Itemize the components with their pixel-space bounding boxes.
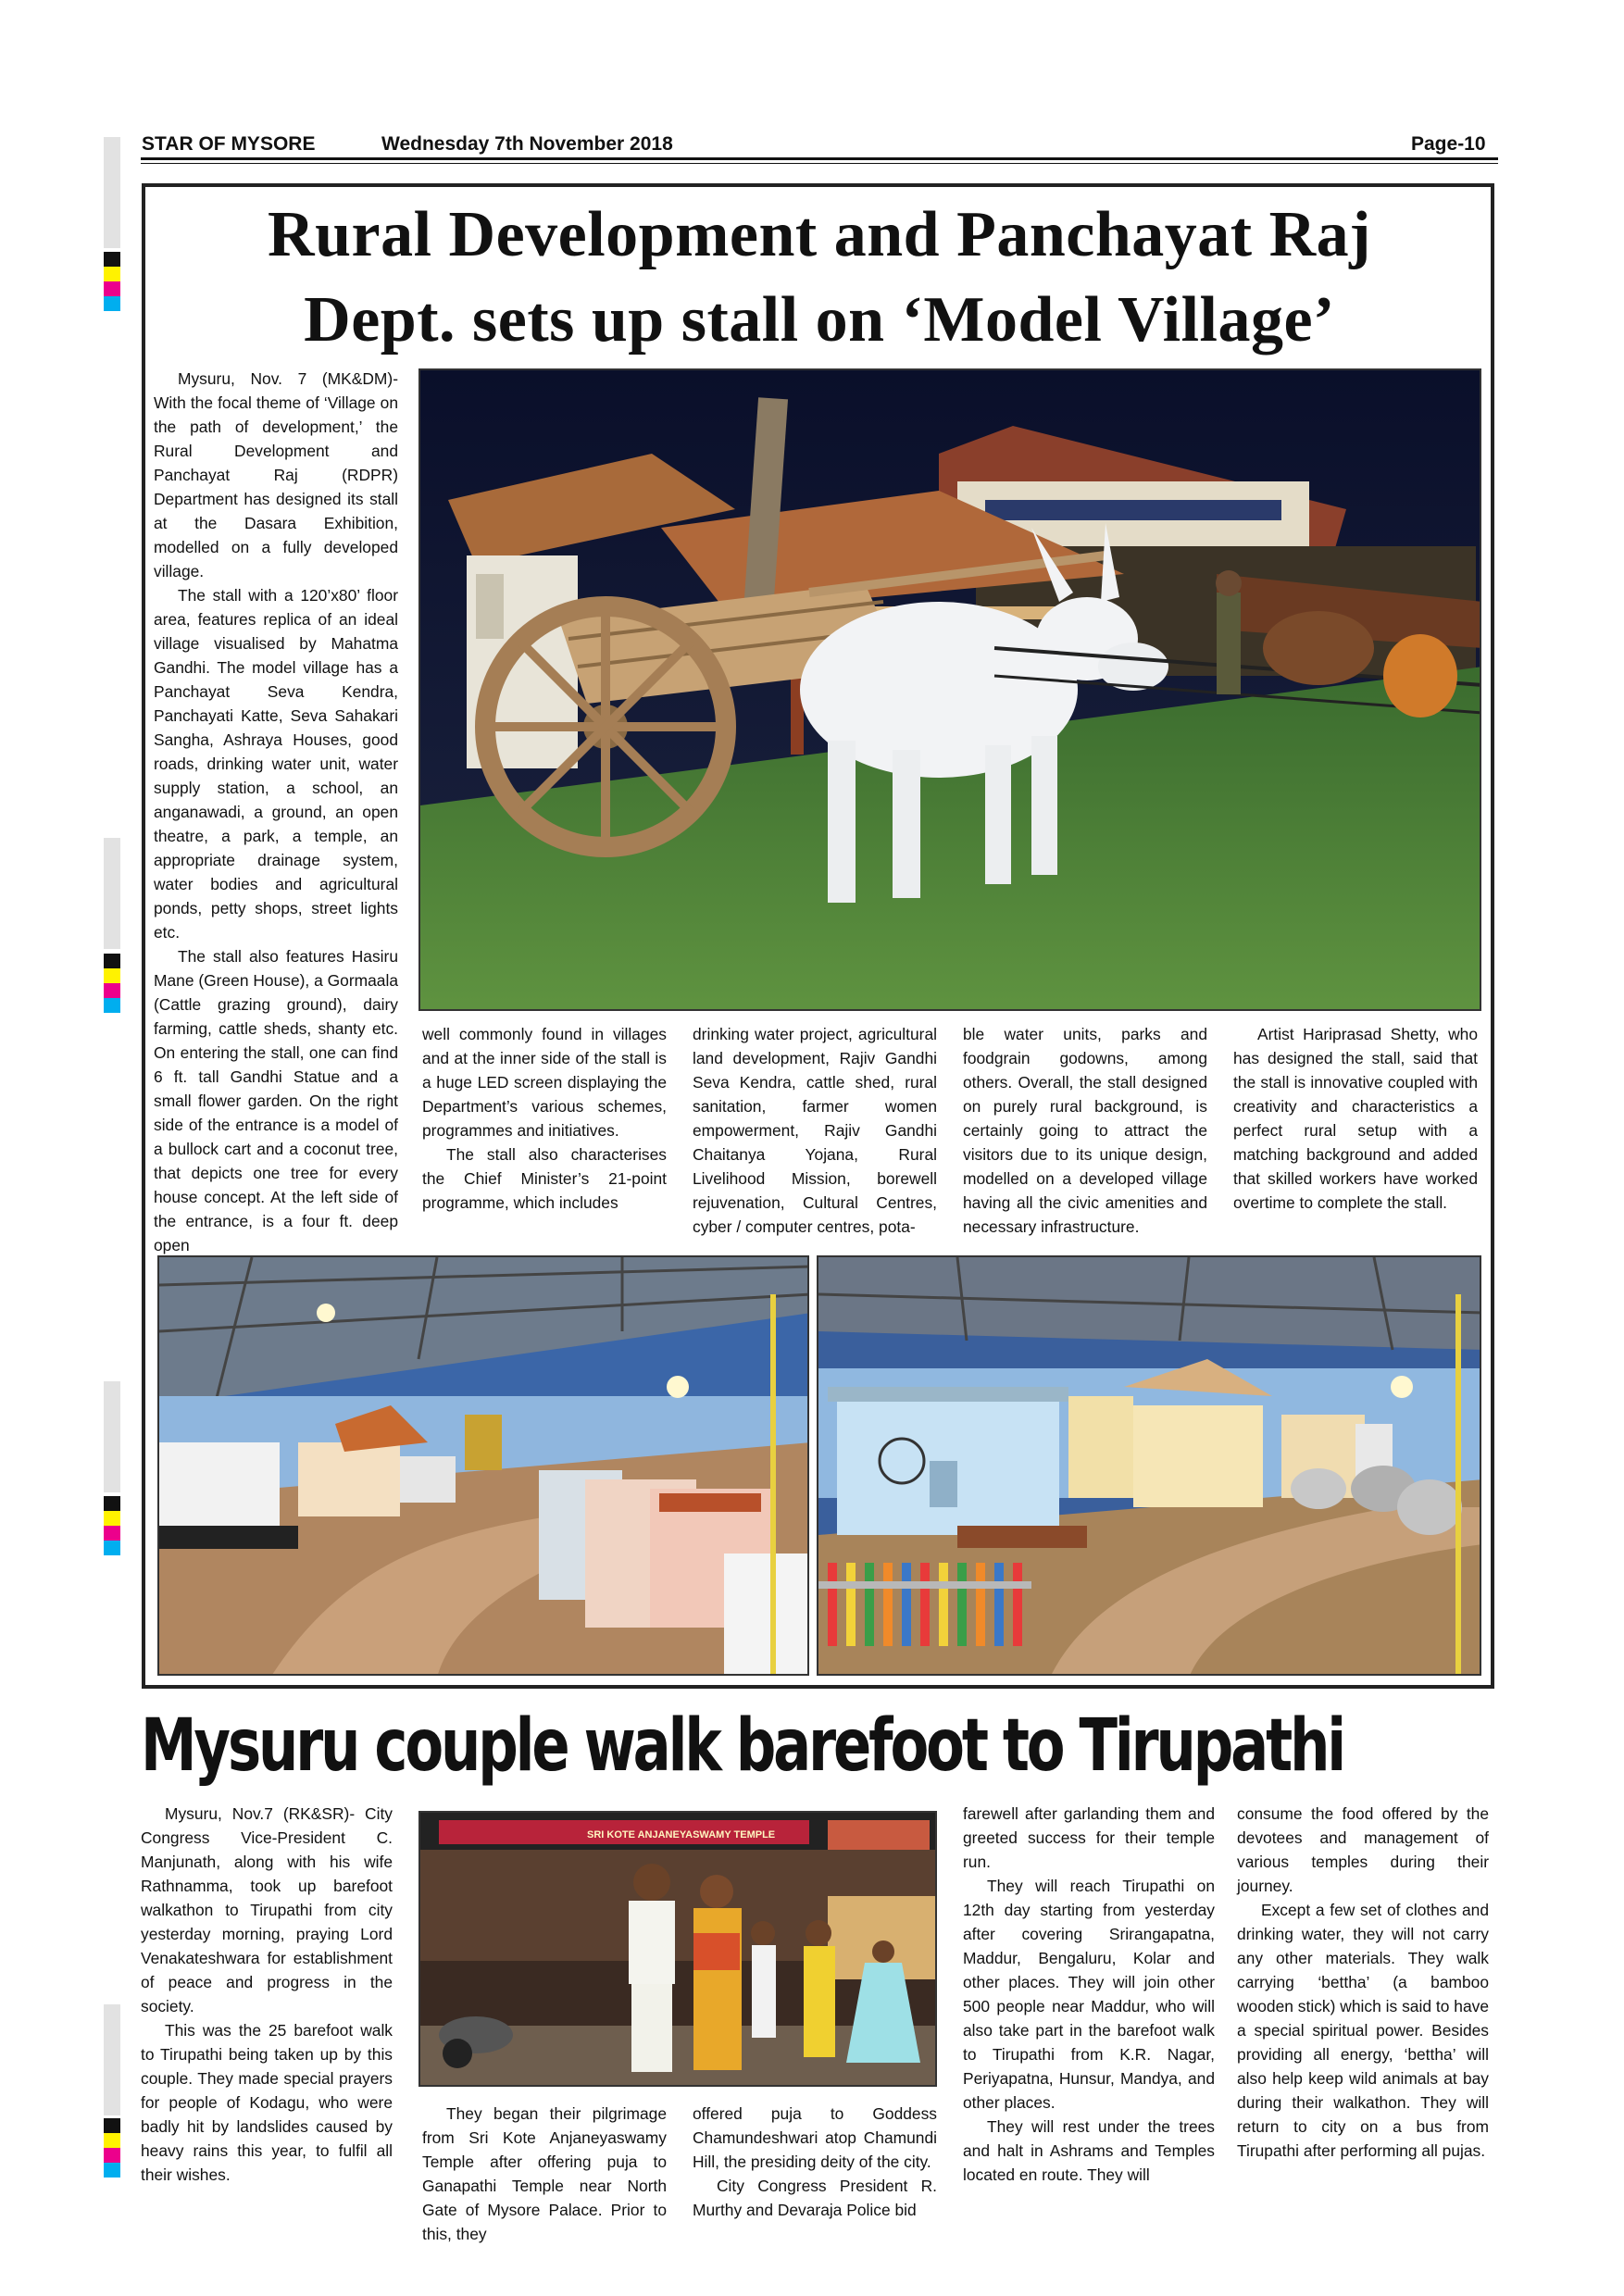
registration-yellow xyxy=(104,267,120,281)
article2-column-1 xyxy=(141,1802,393,2187)
paragraph: well commonly found in villages and at the inner side of the stall is a huge LED screen displaying the Department’s various schemes, programmes and initiatives. xyxy=(422,1025,667,1140)
paragraph: The stall with a 120’x80’ floor area, features replica of an ideal village visualised by Mahatma Gandhi. The model village has a Panchayat Seva Kendra, Panchayati Katte, Seva Sahakari Sangha, Ashraya Houses, good roads, drinking water unit, water supply station, a school, an anganawadi, a ground, an open theatre, a park, a temple, an appropriate drainage system, water bodies and agricultural ponds, petty shops, street lights etc. xyxy=(154,586,398,942)
article2-column-4 xyxy=(963,1802,1215,2187)
registration-yellow xyxy=(104,1511,120,1526)
photo-model-village-right xyxy=(817,1255,1481,1676)
article1-column-2 xyxy=(422,1022,667,1215)
paragraph: farewell after garlanding them and greeted success for their temple run. xyxy=(963,1804,1215,1871)
header-rule xyxy=(141,157,1498,160)
paragraph: drinking water project, agricultural land development, Rajiv Gandhi Seva Kendra, cattle shed, rural sanitation, farmer women empowerment, Rajiv Gandhi Chaitanya Yojana, Rural Livelihood Mission, borewell rejuvenation, Cultural Centres, cyber / computer centres, pota- xyxy=(693,1025,937,1236)
header-rule-thin xyxy=(141,163,1498,164)
registration-strip xyxy=(104,838,120,949)
registration-magenta xyxy=(104,281,120,296)
registration-cyan xyxy=(104,998,120,1013)
paragraph: City Congress President R. Murthy and Devaraja Police bid xyxy=(693,2177,937,2219)
registration-magenta xyxy=(104,2148,120,2163)
photo-bullock-cart-stall xyxy=(418,368,1481,1011)
photo-model-village-left xyxy=(157,1255,809,1676)
article2-column-3 xyxy=(693,2102,937,2222)
paragraph: They began their pilgrimage from Sri Kote Anjaneyaswamy Temple after offering puja to Ganapathi Temple near North Gate of Mysore Palace. Prior to this, they xyxy=(422,2104,667,2243)
registration-black xyxy=(104,252,120,267)
paragraph: Mysuru, Nov. 7 (MK&DM)- With the focal theme of ‘Village on the path of development,’ the Rural Development and Panchayat Raj (RDPR) Department has designed its stall at the Dasara Exhibition, modelled on a fully developed village. xyxy=(154,369,398,580)
registration-strip xyxy=(104,2004,120,2115)
paragraph: They will rest under the trees and halt in Ashrams and Temples located en route. They will xyxy=(963,2117,1215,2184)
registration-magenta xyxy=(104,1526,120,1541)
headline-line-2: Dept. sets up stall on ‘Model Village’ xyxy=(304,284,1335,356)
article1-headline xyxy=(148,193,1491,363)
registration-cyan xyxy=(104,296,120,311)
temple-sign: SRI KOTE ANJANEYASWAMY TEMPLE xyxy=(587,1829,776,1841)
article2-column-5 xyxy=(1237,1802,1489,2163)
registration-strip xyxy=(104,1381,120,1492)
paragraph: Mysuru, Nov.7 (RK&SR)- City Congress Vice-President C. Manjunath, along with his wife Rathnamma, took up barefoot walkathon to Tirupathi from city yesterday morning, praying Lord Venakateshwara for establishment of peace and progress in the society. xyxy=(141,1804,393,2015)
paragraph: This was the 25 barefoot walk to Tirupathi being taken up by this couple. They made special prayers for people of Kodagu, who were badly hit by landslides caused by heavy rains this year, to fulfil all their wishes. xyxy=(141,2021,393,2184)
page-number: Page-10 xyxy=(1411,133,1486,155)
paragraph: Except a few set of clothes and drinking water, they will not carry any other materials. They walk carrying ‘bettha’ (a bamboo wooden stick) which is said to have a special spiritual power. Besides providing all energy, ‘bettha’ will also help keep wild animals at bay during their walkathon. They will return to city on a bus from Tirupathi after performing all pujas. xyxy=(1237,1901,1489,2160)
paragraph: ble water units, parks and foodgrain godowns, among others. Overall, the stall designed on purely rural background, is certainly going to attract the visitors due to its unique design, modelled on a developed village having all the civic amenities and necessary infrastructure. xyxy=(963,1025,1207,1236)
registration-strip xyxy=(104,137,120,248)
registration-black xyxy=(104,2118,120,2133)
paragraph: consume the food offered by the devotees and management of various temples during their journey. xyxy=(1237,1804,1489,1895)
paragraph: The stall also characterises the Chief Minister’s 21-point programme, which includes xyxy=(422,1145,667,1212)
registration-yellow xyxy=(104,968,120,983)
registration-black xyxy=(104,954,120,968)
registration-yellow xyxy=(104,2133,120,2148)
paragraph: They will reach Tirupathi on 12th day starting from yesterday after covering Srirangapatna, Maddur, Bengaluru, Kolar and other places. They will join other 500 people near Maddur, who will also take part in the barefoot walk to Tirupathi from K.R. Nagar, Periyapatna, Hunsur, Mandya, and other places. xyxy=(963,1877,1215,2112)
article2-headline: Mysuru couple walk barefoot to Tirupathi xyxy=(141,1704,1344,1788)
headline-line-1: Rural Development and Panchayat Raj xyxy=(268,199,1371,270)
article1-column-1 xyxy=(154,367,398,1257)
article1-column-5 xyxy=(1233,1022,1478,1215)
paragraph: The stall also features Hasiru Mane (Green House), a Gormaala (Cattle grazing ground), dairy farming, cattle sheds, shanty etc. On entering the stall, one can find 6 ft. tall Gandhi Statue and a small flower garden. On the right side of the entrance is a model of a bullock cart and a coconut tree, that depicts one tree for every house concept. At the left side of the entrance, is a four ft. deep open xyxy=(154,947,398,1254)
photo-couple-barefoot-walk xyxy=(418,1811,937,2087)
issue-date: Wednesday 7th November 2018 xyxy=(381,133,673,155)
article1-column-4 xyxy=(963,1022,1207,1239)
paragraph: Artist Hariprasad Shetty, who has designed the stall, said that the stall is innovative coupled with creativity and characteristics a perfect rural setup with a matching background and added that skilled workers have worked overtime to complete the stall. xyxy=(1233,1025,1478,1212)
registration-black xyxy=(104,1496,120,1511)
paragraph: offered puja to Goddess Chamundeshwari atop Chamundi Hill, the presiding deity of the city. xyxy=(693,2104,937,2171)
registration-cyan xyxy=(104,1541,120,1555)
article1-column-3 xyxy=(693,1022,937,1239)
publication-name: STAR OF MYSORE xyxy=(142,133,316,155)
article2-column-2 xyxy=(422,2102,667,2246)
registration-cyan xyxy=(104,2163,120,2177)
registration-magenta xyxy=(104,983,120,998)
